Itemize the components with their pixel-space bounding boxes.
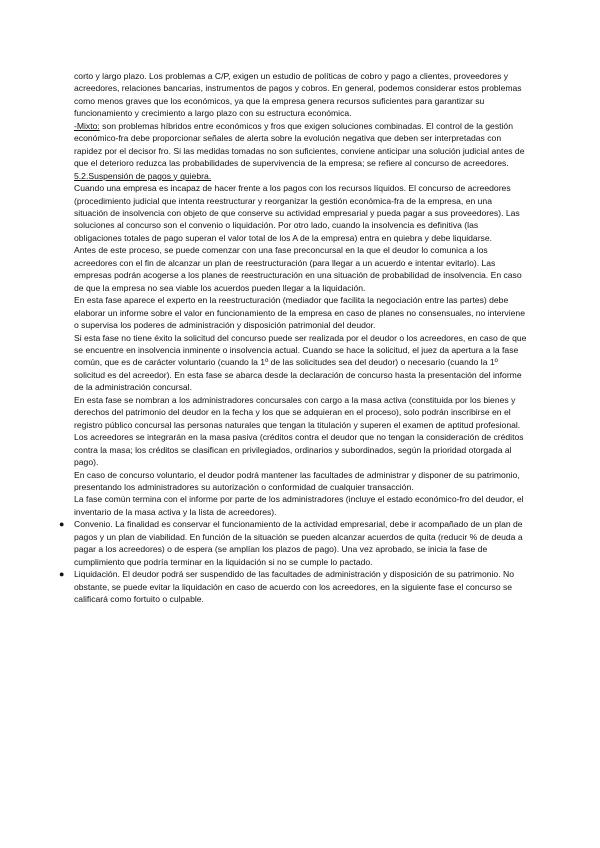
mixto-text: son problemas híbridos entre económicos y fros que exigen soluciones combinadas. El control de la gestión económico-fra debe proporcionar señales de alerta sobre la evolución negativa que deben ser interpretadas con rapidez por el decisor fro. Si las medidas tomadas no son suficientes, conviene anticipar una solución judicial antes de que el deterioro reduzca las probabilidades de supervivencia de la empresa; se refiere al concurso de acreedores. xyxy=(74,120,525,169)
mixto-label: -Mixto: xyxy=(74,120,100,131)
bullet-icon: ● xyxy=(59,519,65,530)
bullet-icon: ● xyxy=(59,569,65,580)
document-page xyxy=(59,70,528,605)
body-paragraph: En esta fase aparece el experto en la reestructuración (mediador que facilita la negociación entre las partes) debe elaborar un informe sobre el valor en funcionamiento de la empresa en caso de planes no consensuales, no interviene o supervisa los poderes de administración y disposición patrimonial del deudor. xyxy=(74,295,525,331)
mixto-paragraph xyxy=(74,120,528,170)
intro-paragraph: corto y largo plazo. Los problemas a C/P, exigen un estudio de políticas de cobro y pago a clientes, proveedores y acreedores, relaciones bancarias, instrumentos de pagos y cobros. En general, podemos considerar estos problemas como menos graves que los económicos, ya que la empresa genera recursos suficientes para garantizar su funcionamiento y crecimiento a largo plazo con su estructura económica. xyxy=(74,71,522,119)
bullet-text: Liquidación. El deudor podrá ser suspendido de las facultades de administración y disposición de su patrimonio. No obstante, se puede evitar la liquidación en caso de acuerdo con los acreedores, en la siguiente fase el concurso se calificará como fortuito o culpable. xyxy=(74,569,514,605)
list-item xyxy=(59,518,528,568)
body-paragraph: En caso de concurso voluntario, el deudor podrá mantener las facultades de administrar y disponer de su patrimonio, presentando los administradores su autorización o conformidad de cualquier transacción. xyxy=(74,469,520,492)
list-item xyxy=(59,568,528,605)
body-paragraph: Cuando una empresa es incapaz de hacer frente a los pagos con los recursos líquidos. El concurso de acreedores (procedimiento judicial que intenta reestructurar y reorganizar la gestión económica-fra de la empresa, en una situación de insolvencia con objeto de que conserve su actividad empresarial y pueda pagar a sus proveedores). Las soluciones al concurso son el convenio o liquidación. Por otro lado, cuando la insolvencia es definitiva (las obligaciones totales de pago superan el valor total de los A de la empresa) entra en quiebra y debe liquidarse. xyxy=(74,183,520,243)
section-heading: 5.2.Suspensión de pagos y quiebra. xyxy=(74,170,212,181)
body-paragraph: Antes de este proceso, se puede comenzar con una fase preconcursal en la que el deudor lo comunica a los acreedores con el fin de alcanzar un plan de reestructuración (para llegar a un acuerdo e intentar evitarlo). Las empresas podrán acogerse a los planes de reestructuración en una situación de probabilidad de insolvencia. En caso de que la empresa no sea viable los acuerdos pueden llegar a la liquidación. xyxy=(74,245,522,293)
body-paragraph: La fase común termina con el informe por parte de los administradores (incluye el estado económico-fro del deudor, el inventario de la masa activa y la lista de acreedores). xyxy=(74,494,524,517)
body-paragraph: En esta fase se nombran a los administradores concursales con cargo a la masa activa (constituida por los bienes y derechos del patrimonio del deudor en la fecha y los que se adquieran en el proceso), solo podrán inscribirse en el registro público concursal las personas naturales que tengan la titulación y superen el examen de aptitud profesional. Los acreedores se integrarán en la masa pasiva (créditos contra el deudor que no tengan la consideración de créditos contra la masa; los créditos se clasifican en privilegiados, ordinarios y subordinados, según la prioridad otorgada al pago). xyxy=(74,394,524,468)
bullet-text: Convenio. La finalidad es conservar el funcionamiento de la actividad empresarial, debe ir acompañado de un plan de pagos y un plan de viabilidad. En función de la situación se pueden alcanzar acuerdos de quita (reducir % de deuda a pagar a los acreedores) o de espera (se amplían los plazos de pago). Una vez aprobado, se inicia la fase de cumplimiento que podría terminar en la liquidación si no se cumple lo pactado. xyxy=(74,519,523,567)
body-paragraph: Si esta fase no tiene éxito la solicitud del concurso puede ser realizada por el deudor o los acreedores, en caso de que se encuentre en insolvencia inminente o insolvencia actual. Cuando se hace la solicitud, el juez da apertura a la fase común, que es de carácter voluntario (cuando la 1º de las solicitudes sea del deudor) o necesario (cuando la 1º solicitud es del acreedor). En esta fase se abarca desde la declaración de concurso hasta la presentación del informe de la administración concursal. xyxy=(74,332,527,393)
bullet-list xyxy=(59,518,528,605)
